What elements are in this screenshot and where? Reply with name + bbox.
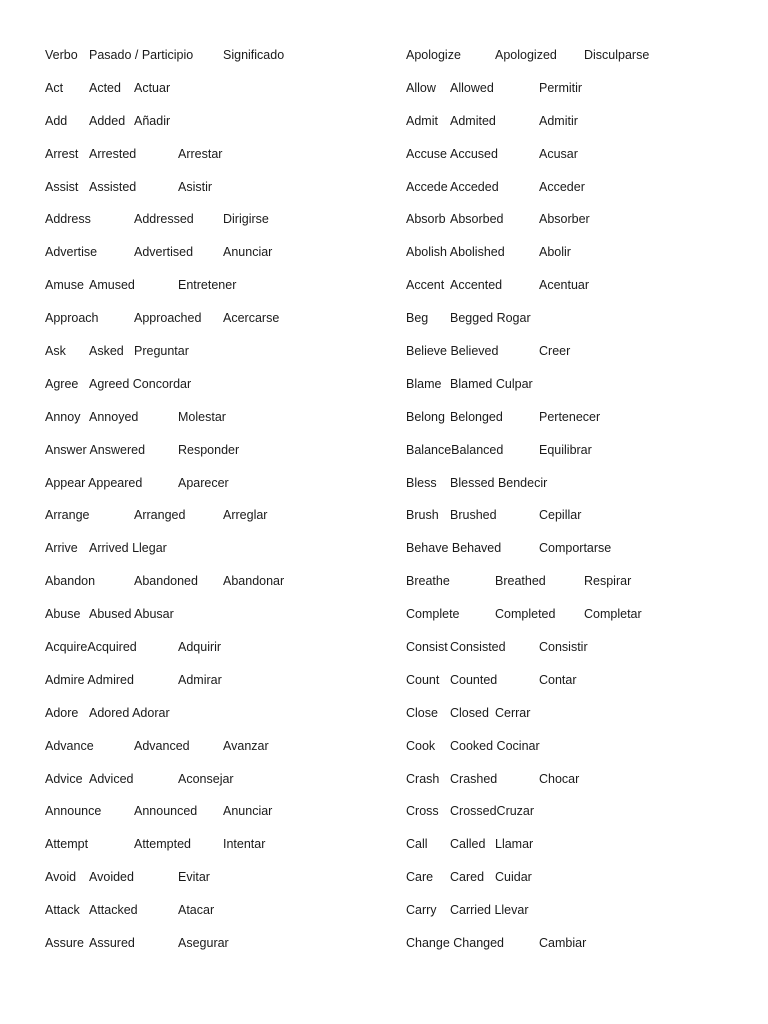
- verb-cell: Abandonar: [223, 574, 285, 589]
- verb-cell: Blame: [406, 376, 442, 391]
- verb-cell: Advance: [45, 738, 94, 753]
- verb-cell: Respirar: [584, 574, 632, 589]
- verb-cell: Crash: [406, 771, 440, 786]
- verb-cell: Arrive: [45, 541, 78, 556]
- verb-cell: Avoided: [89, 870, 134, 885]
- verb-cell: Abused Abusar: [89, 607, 174, 622]
- verb-cell: Acceded: [450, 179, 499, 194]
- verb-cell: Amuse: [45, 278, 84, 293]
- verb-cell: Atacar: [178, 903, 215, 918]
- verb-cell: Llamar: [495, 837, 534, 852]
- verb-cell: Change Changed: [406, 936, 504, 951]
- verb-cell: Count: [406, 672, 440, 687]
- verb-cell: Accuse: [406, 146, 447, 161]
- verb-cell: Approached: [134, 311, 202, 326]
- verb-cell: Allowed: [450, 80, 494, 95]
- verb-cell: Apologize: [406, 48, 461, 62]
- verb-cell: Allow: [406, 80, 436, 95]
- verb-cell: Advertise: [45, 245, 98, 260]
- verb-cell: Creer: [539, 344, 571, 359]
- verb-cell: Completed: [495, 607, 556, 622]
- verb-cell: Annoyed: [89, 409, 139, 424]
- verb-cell: Consisted: [450, 640, 506, 655]
- verb-cell: Acercarse: [223, 311, 280, 326]
- verb-cell: Dirigirse: [223, 212, 269, 227]
- verb-cell: Intentar: [223, 837, 266, 852]
- verb-cell: Annoy: [45, 409, 81, 424]
- verb-cell: Belonged: [450, 409, 503, 424]
- verb-cell: Comportarse: [539, 541, 612, 556]
- verb-cell: Acusar: [539, 146, 578, 161]
- verb-cell: Admited: [450, 113, 496, 128]
- verb-cell: Avanzar: [223, 738, 269, 753]
- verb-cell: CrossedCruzar: [450, 804, 535, 819]
- verb-cell: Ask: [45, 344, 66, 359]
- verb-cell: Carry: [406, 903, 437, 918]
- verb-cell: Counted: [450, 672, 498, 687]
- verb-cell: Arreglar: [223, 508, 268, 523]
- verb-cell: Arrange: [45, 508, 90, 523]
- verb-cell: Assure: [45, 936, 84, 951]
- verb-cell: Entretener: [178, 278, 237, 293]
- verb-cell: Absorb: [406, 212, 446, 227]
- verb-cell: Actuar: [134, 80, 171, 95]
- verb-cell: Evitar: [178, 870, 210, 885]
- verb-cell: Absorbed: [450, 212, 504, 227]
- verb-cell: Complete: [406, 607, 460, 622]
- verb-cell: Responder: [178, 442, 240, 457]
- verb-cell: Address: [45, 212, 91, 227]
- verb-cell: Accent: [406, 278, 445, 293]
- verb-cell: Add: [45, 113, 68, 128]
- verb-cell: Blessed Bendecir: [450, 475, 548, 490]
- verb-cell: Adored Adorar: [89, 705, 170, 720]
- verb-cell: Adviced: [89, 771, 134, 786]
- verb-cell: Close: [406, 705, 438, 720]
- verb-cell: Arrested: [89, 146, 137, 161]
- verb-cell: Disculparse: [584, 48, 650, 62]
- verb-cell: Advanced: [134, 738, 190, 753]
- verb-cell: Blamed Culpar: [450, 376, 533, 391]
- verb-cell: Cerrar: [495, 705, 531, 720]
- verb-cell: Arrived Llegar: [89, 541, 167, 556]
- verb-cell: Attempted: [134, 837, 191, 852]
- verb-cell: Acentuar: [539, 278, 590, 293]
- verb-cell: Agree: [45, 376, 79, 391]
- verb-cell: Call: [406, 837, 428, 852]
- verb-cell: Answer Answered: [45, 442, 146, 457]
- verb-cell: Abandon: [45, 574, 96, 589]
- verb-cell: Cared: [450, 870, 485, 885]
- verb-cell: Pasado / Participio: [89, 48, 194, 62]
- verb-cell: Accused: [450, 146, 498, 161]
- verb-cell: Attempt: [45, 837, 89, 852]
- verb-cell: Advice: [45, 771, 83, 786]
- verb-cell: Adquirir: [178, 640, 222, 655]
- verb-cell: Arrest: [45, 146, 79, 161]
- verb-cell: Anunciar: [223, 245, 273, 260]
- verb-cell: Breathed: [495, 574, 546, 589]
- verb-cell: Adore: [45, 705, 79, 720]
- verb-cell: Abandoned: [134, 574, 198, 589]
- verb-cell: Act: [45, 80, 64, 95]
- verb-cell: Añadir: [134, 113, 171, 128]
- verb-cell: Bless: [406, 475, 437, 490]
- verb-cell: Asistir: [178, 179, 213, 194]
- verb-cell: Anunciar: [223, 804, 273, 819]
- verb-cell: Added: [89, 113, 126, 128]
- verb-cell: Pertenecer: [539, 409, 601, 424]
- verb-cell: Contar: [539, 672, 577, 687]
- verb-cell: Brush: [406, 508, 439, 523]
- verb-cell: Asked: [89, 344, 124, 359]
- verb-cell: Accented: [450, 278, 503, 293]
- verb-cell: Care: [406, 870, 434, 885]
- verb-cell: Amused: [89, 278, 135, 293]
- verb-cell: Advertised: [134, 245, 194, 260]
- verb-cell: Cambiar: [539, 936, 587, 951]
- verb-cell: Assured: [89, 936, 135, 951]
- verb-cell: Admire Admired: [45, 672, 134, 687]
- verb-cell: Announce: [45, 804, 102, 819]
- verb-cell: Breathe: [406, 574, 450, 589]
- verb-cell: Closed: [450, 705, 489, 720]
- verb-cell: Completar: [584, 607, 642, 622]
- verb-cell: Arranged: [134, 508, 186, 523]
- verb-cell: Attack: [45, 903, 80, 918]
- verb-cell: Beg: [406, 311, 429, 326]
- verb-cell: Brushed: [450, 508, 497, 523]
- verb-cell: Accede: [406, 179, 448, 194]
- verb-cell: Avoid: [45, 870, 77, 885]
- verb-cell: Cook: [406, 738, 436, 753]
- verb-cell: Attacked: [89, 903, 138, 918]
- verb-cell: Assist: [45, 179, 79, 194]
- verb-cell: Announced: [134, 804, 198, 819]
- verb-cell: Aparecer: [178, 475, 229, 490]
- verb-cell: Molestar: [178, 409, 226, 424]
- verb-cell: Admitir: [539, 113, 578, 128]
- verb-cell: Apologized: [495, 48, 557, 62]
- verb-cell: Appear Appeared: [45, 475, 143, 490]
- verb-cell: Preguntar: [134, 344, 189, 359]
- verb-cell: BalanceBalanced: [406, 442, 504, 457]
- verb-cell: Cuidar: [495, 870, 532, 885]
- verb-cell: Permitir: [539, 80, 583, 95]
- verb-cell: Called: [450, 837, 486, 852]
- verb-cell: Acceder: [539, 179, 585, 194]
- verb-cell: Significado: [223, 48, 285, 62]
- verb-cell: Acted: [89, 80, 121, 95]
- verb-cell: Crashed: [450, 771, 498, 786]
- verb-cell: Aconsejar: [178, 771, 234, 786]
- verb-cell: Admit: [406, 113, 438, 128]
- verb-cell: Approach: [45, 311, 99, 326]
- verb-cell: Absorber: [539, 212, 590, 227]
- verb-cell: Carried Llevar: [450, 903, 529, 918]
- verb-cell: Chocar: [539, 771, 580, 786]
- verb-cell: Belong: [406, 409, 445, 424]
- verb-cell: Behave Behaved: [406, 541, 502, 556]
- verb-cell: Verbo: [45, 48, 78, 62]
- verb-cell: Cooked Cocinar: [450, 738, 540, 753]
- verb-cell: Assisted: [89, 179, 137, 194]
- verb-cell: Abuse: [45, 607, 81, 622]
- verb-cell: Cepillar: [539, 508, 582, 523]
- verb-cell: Abolish Abolished: [406, 245, 505, 260]
- verb-cell: Abolir: [539, 245, 571, 260]
- verb-cell: Equilibrar: [539, 442, 592, 457]
- verb-cell: AcquireAcquired: [45, 640, 137, 655]
- verb-cell: Asegurar: [178, 936, 229, 951]
- verb-cell: Addressed: [134, 212, 194, 227]
- verb-cell: Agreed Concordar: [89, 376, 192, 391]
- verb-cell: Cross: [406, 804, 439, 819]
- verb-cell: Consistir: [539, 640, 588, 655]
- verb-cell: Arrestar: [178, 146, 223, 161]
- verb-cell: Believe Believed: [406, 344, 499, 359]
- verb-cell: Consist: [406, 640, 448, 655]
- verb-cell: Admirar: [178, 672, 222, 687]
- verb-cell: Begged Rogar: [450, 311, 531, 326]
